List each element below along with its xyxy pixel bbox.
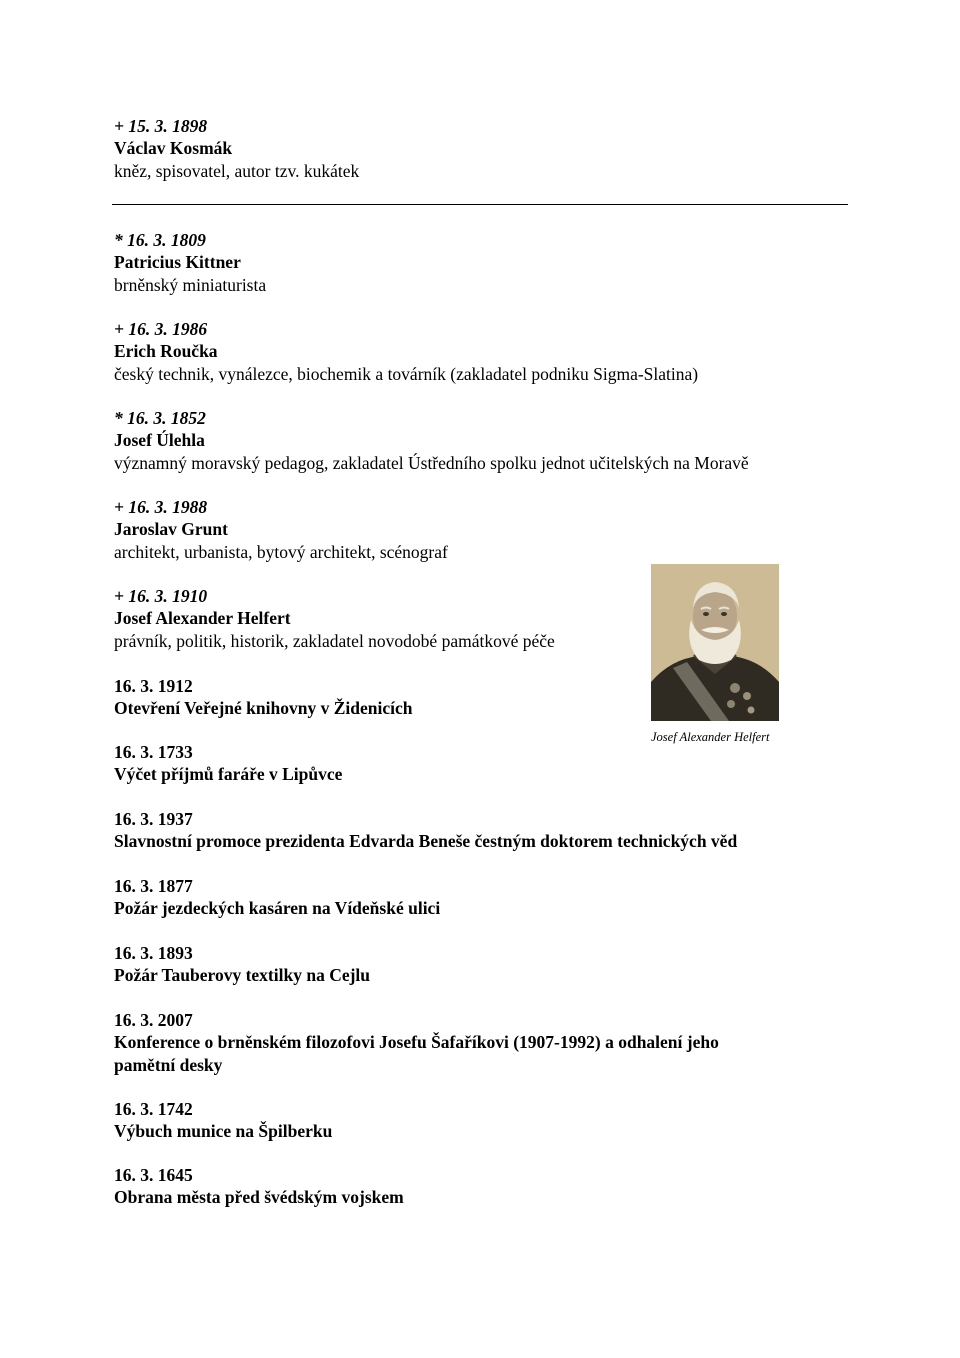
- entry-name: Václav Kosmák: [114, 138, 233, 159]
- entry-name: Erich Roučka: [114, 341, 218, 362]
- event-title: Požár Tauberovy textilky na Cejlu: [114, 965, 371, 986]
- entry-kosmak: [114, 115, 834, 182]
- event-title: Konference o brněnském filozofovi Josefu Šafaříkovi (1907-1992) a odhalení jeho: [114, 1032, 719, 1053]
- event-spilberk: [114, 1098, 834, 1143]
- event-lipuvka: [114, 741, 634, 786]
- entry-date: + 16. 3. 1986: [114, 319, 208, 339]
- entry-description: právník, politik, historik, zakladatel novodobé památkové péče: [114, 630, 555, 651]
- entry-description: brněnský miniaturista: [114, 274, 267, 295]
- event-date: 16. 3. 1937: [114, 809, 193, 829]
- event-date: 16. 3. 1742: [114, 1099, 193, 1119]
- portrait-illustration: [651, 564, 779, 721]
- event-title-continued: pamětní desky: [114, 1054, 223, 1075]
- entry-name: Josef Úlehla: [114, 430, 205, 451]
- entry-name: Patricius Kittner: [114, 252, 241, 273]
- entry-description: český technik, vynálezce, biochemik a továrník (zakladatel podniku Sigma-Slatina): [114, 363, 699, 384]
- portrait-helfert: [651, 564, 779, 721]
- divider-line: [112, 204, 848, 205]
- entry-kittner: [114, 229, 834, 296]
- entry-ulehla: [114, 407, 834, 474]
- entry-description: významný moravský pedagog, zakladatel Ústředního spolku jednot učitelských na Moravě: [114, 452, 749, 473]
- event-safarik: [114, 1009, 834, 1076]
- entry-description: architekt, urbanista, bytový architekt, scénograf: [114, 541, 448, 562]
- event-date: 16. 3. 1912: [114, 676, 193, 696]
- entry-date: * 16. 3. 1852: [114, 408, 206, 428]
- event-tauber: [114, 942, 834, 987]
- event-date: 16. 3. 1877: [114, 876, 193, 896]
- entry-date: + 16. 3. 1988: [114, 497, 208, 517]
- event-title: Výbuch munice na Špilberku: [114, 1121, 333, 1142]
- event-title: Výčet příjmů faráře v Lipůvce: [114, 764, 343, 785]
- entry-date: + 16. 3. 1910: [114, 586, 208, 606]
- entry-grunt: [114, 496, 834, 563]
- portrait-caption: Josef Alexander Helfert: [651, 730, 770, 744]
- entry-helfert: [114, 585, 634, 652]
- event-kasarna: [114, 875, 834, 920]
- event-date: 16. 3. 1645: [114, 1165, 193, 1185]
- event-date: 16. 3. 2007: [114, 1010, 193, 1030]
- event-obrana: [114, 1164, 834, 1209]
- event-knihovna: [114, 675, 634, 720]
- entry-date: * 16. 3. 1809: [114, 230, 206, 250]
- event-title: Otevření Veřejné knihovny v Židenicích: [114, 698, 413, 719]
- event-date: 16. 3. 1893: [114, 943, 193, 963]
- event-benes: [114, 808, 834, 853]
- entry-date: + 15. 3. 1898: [114, 116, 208, 136]
- entry-name: Josef Alexander Helfert: [114, 608, 291, 629]
- event-title: Požár jezdeckých kasáren na Vídeňské ulici: [114, 898, 441, 919]
- event-date: 16. 3. 1733: [114, 742, 193, 762]
- event-title: Slavnostní promoce prezidenta Edvarda Beneše čestným doktorem technických věd: [114, 831, 738, 852]
- entry-description: kněz, spisovatel, autor tzv. kukátek: [114, 160, 360, 181]
- event-title: Obrana města před švédským vojskem: [114, 1187, 404, 1208]
- entry-name: Jaroslav Grunt: [114, 519, 228, 540]
- entry-roucka: [114, 318, 834, 385]
